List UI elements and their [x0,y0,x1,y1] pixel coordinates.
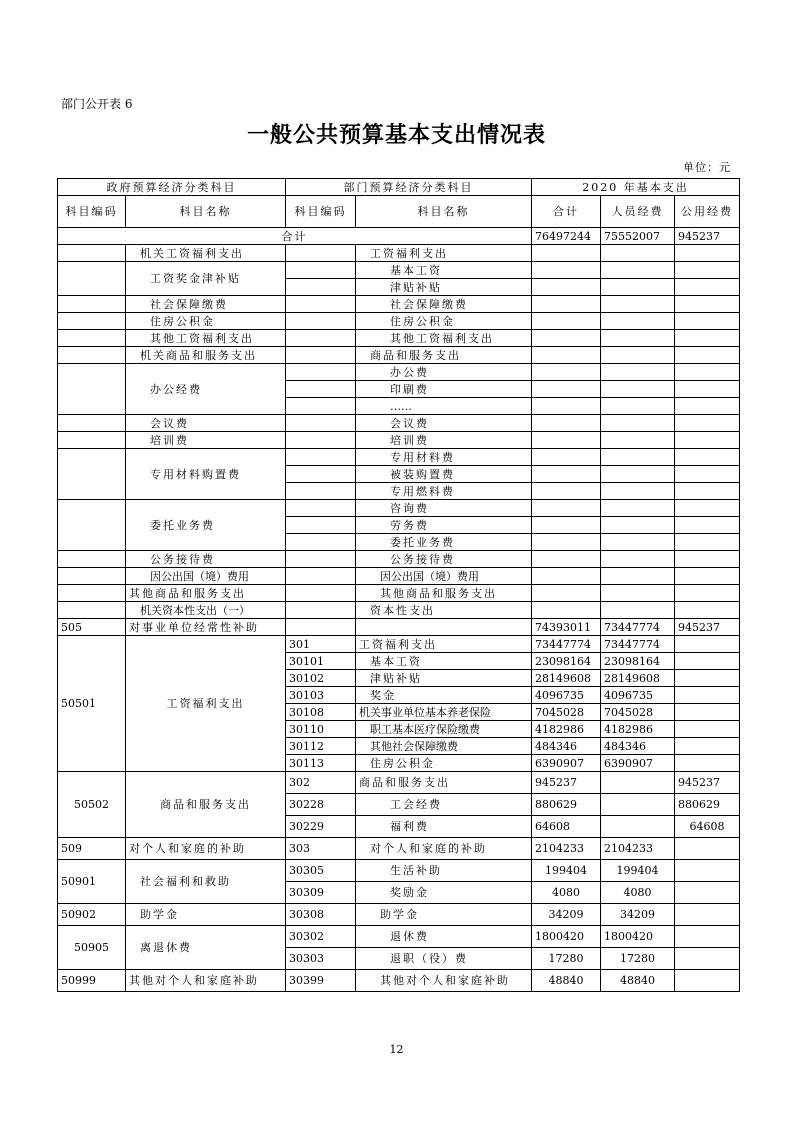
gov-item: 委托业务费 [126,500,286,551]
amount-personnel: 17280 [601,948,675,970]
group-header-row [58,179,740,196]
gov-classification-header: 政府预算经济分类科目 [58,179,286,196]
gov-code: 50902 [58,904,126,926]
gov-code: 50501 [58,636,126,772]
dept-name: 住房公积金 [356,755,532,772]
amount-total: 64608 [532,816,601,838]
dept-item: 公务接待费 [356,551,532,568]
total-public: 945237 [675,228,740,245]
gov-code: 505 [58,619,126,636]
table-row [58,500,740,517]
table-row [58,602,740,619]
amount-personnel: 4182986 [601,721,675,738]
col-header-code2: 科目编码 [286,196,356,228]
table-row [58,296,740,313]
dept-name: 职工基本医疗保险缴费 [356,721,532,738]
table-row [58,449,740,466]
amount-total: 23098164 [532,653,601,670]
table-row [58,970,740,992]
col-header-public: 公用经费 [675,196,740,228]
dept-code: 30305 [286,860,356,882]
dept-item: 因公出国（境）费用 [356,568,532,585]
dept-name: 退休费 [356,926,532,948]
dept-code: 30108 [286,704,356,721]
dept-code: 30113 [286,755,356,772]
unit-label: 单位：元 [683,161,731,174]
amount-personnel: 4080 [601,882,675,904]
gov-item: 机关工资福利支出 [126,245,286,262]
amount-public: 945237 [675,772,740,794]
amount-total: 2104233 [532,838,601,860]
table-row [58,262,740,279]
amount-personnel: 23098164 [601,653,675,670]
dept-item: 住房公积金 [356,313,532,330]
gov-item: 会议费 [126,415,286,432]
gov-name: 社会福利和救助 [126,860,286,904]
dept-code: 30308 [286,904,356,926]
dept-item: 办公费 [356,364,532,381]
dept-item: 基本工资 [356,262,532,279]
dept-name: 商品和服务支出 [356,772,532,794]
amount-total: 74393011 [532,619,601,636]
dept-item: 咨询费 [356,500,532,517]
amount-total: 484346 [532,738,601,755]
dept-name: 对个人和家庭的补助 [356,838,532,860]
gov-code: 50999 [58,970,126,992]
amount-personnel: 4096735 [601,687,675,704]
gov-code: 509 [58,838,126,860]
dept-item: 劳务费 [356,517,532,534]
dept-item: 其他工资福利支出 [356,330,532,347]
dept-name: 工资福利支出 [356,636,532,653]
dept-item: 印刷费 [356,381,532,398]
gov-item: 培训费 [126,432,286,449]
gov-code: 50905 [58,926,126,970]
gov-item: 其他工资福利支出 [126,330,286,347]
amount-personnel: 28149608 [601,670,675,687]
gov-item: 社会保障缴费 [126,296,286,313]
col-header-personnel: 人员经费 [601,196,675,228]
amount-personnel: 199404 [601,860,675,882]
table-row [58,585,740,602]
dept-name: 奖励金 [356,882,532,904]
dept-name: 奖金 [356,687,532,704]
dept-code: 30228 [286,794,356,816]
dept-name: 基本工资 [356,653,532,670]
gov-name: 商品和服务支出 [126,772,286,838]
dept-item: 商品和服务支出 [356,347,532,364]
table-row [58,364,740,381]
year-basic-expenditure-header: 2020 年基本支出 [532,179,740,196]
total-amount: 76497244 [532,228,601,245]
amount-total: 1800420 [532,926,601,948]
amount-personnel: 34209 [601,904,675,926]
amount-total: 7045028 [532,704,601,721]
dept-item: 专用材料费 [356,449,532,466]
table-row [58,860,740,882]
dept-code: 30103 [286,687,356,704]
dept-name: 生活补助 [356,860,532,882]
gov-item: 因公出国（境）费用 [126,568,286,585]
amount-total: 880629 [532,794,601,816]
amount-total: 945237 [532,772,601,794]
col-header-code: 科目编码 [58,196,126,228]
amount-total: 73447774 [532,636,601,653]
amount-public: 880629 [675,794,740,816]
amount-total: 17280 [532,948,601,970]
gov-item: 其他商品和服务支出 [126,585,286,602]
gov-name: 助学金 [126,904,286,926]
dept-code: 30303 [286,948,356,970]
dept-code: 303 [286,838,356,860]
gov-item: 机关商品和服务支出 [126,347,286,364]
amount-personnel: 73447774 [601,619,675,636]
amount-total: 28149608 [532,670,601,687]
dept-code: 30110 [286,721,356,738]
gov-name: 对个人和家庭的补助 [126,838,286,860]
gov-code: 50502 [58,772,126,838]
table-row [58,636,740,653]
table-row [58,568,740,585]
table-row [58,347,740,364]
gov-item: 办公经费 [126,364,286,415]
amount-public: 64608 [675,816,740,838]
dept-code: 301 [286,636,356,653]
amount-total: 199404 [532,860,601,882]
dept-item: 专用燃料费 [356,483,532,500]
page-title: 一般公共预算基本支出情况表 [246,122,546,148]
gov-item: 机关资本性支出（一） [126,602,286,619]
gov-item: 工资奖金津补贴 [126,262,286,296]
total-personnel: 75552007 [601,228,675,245]
gov-name: 对事业单位经常性补助 [126,619,286,636]
amount-total: 34209 [532,904,601,926]
table-row [58,619,740,636]
table-row [58,838,740,860]
table-row [58,432,740,449]
amount-total: 48840 [532,970,601,992]
dept-name: 助学金 [356,904,532,926]
table-row [58,926,740,948]
dept-code: 30309 [286,882,356,904]
dept-name: 工会经费 [356,794,532,816]
amount-personnel: 1800420 [601,926,675,948]
budget-table [57,178,740,992]
column-header-row [58,196,740,228]
gov-code: 50901 [58,860,126,904]
dept-name: 机关事业单位基本养老保险 [356,704,532,721]
col-header-name: 科目名称 [126,196,286,228]
dept-item: 社会保障缴费 [356,296,532,313]
dept-code: 30229 [286,816,356,838]
dept-classification-header: 部门预算经济分类科目 [286,179,532,196]
table-number-note: 部门公开表 6 [61,97,133,111]
gov-name: 离退休费 [126,926,286,970]
table-row [58,313,740,330]
dept-code: 30302 [286,926,356,948]
dept-name: 津贴补贴 [356,670,532,687]
dept-item: 津贴补贴 [356,279,532,296]
amount-public: 945237 [675,619,740,636]
amount-total: 6390907 [532,755,601,772]
dept-item: 资本性支出 [356,602,532,619]
dept-item: 会议费 [356,415,532,432]
gov-item: 住房公积金 [126,313,286,330]
dept-code: 30102 [286,670,356,687]
gov-item: 专用材料购置费 [126,449,286,500]
amount-personnel: 2104233 [601,838,675,860]
dept-item: 委托业务费 [356,534,532,551]
amount-personnel: 484346 [601,738,675,755]
col-header-name2: 科目名称 [356,196,532,228]
amount-total: 4182986 [532,721,601,738]
col-header-total: 合计 [532,196,601,228]
dept-item-ellipsis: …… [356,398,532,415]
dept-code: 30112 [286,738,356,755]
table-row [58,330,740,347]
total-label: 合计 [58,228,532,245]
table-row [58,772,740,794]
table-row [58,245,740,262]
dept-name: 其他对个人和家庭补助 [356,970,532,992]
dept-item: 其他商品和服务支出 [356,585,532,602]
dept-item: 培训费 [356,432,532,449]
dept-code: 302 [286,772,356,794]
gov-name: 工资福利支出 [126,636,286,772]
dept-name: 其他社会保障缴费 [356,738,532,755]
table-row [58,415,740,432]
amount-personnel: 7045028 [601,704,675,721]
gov-name: 其他对个人和家庭补助 [126,970,286,992]
table-row [58,551,740,568]
dept-code: 30101 [286,653,356,670]
gov-item: 公务接待费 [126,551,286,568]
page-number: 12 [389,1043,404,1056]
amount-personnel: 73447774 [601,636,675,653]
dept-code: 30399 [286,970,356,992]
amount-total: 4080 [532,882,601,904]
amount-personnel: 6390907 [601,755,675,772]
total-row [58,228,740,245]
dept-name: 福利费 [356,816,532,838]
amount-total: 4096735 [532,687,601,704]
amount-personnel: 48840 [601,970,675,992]
table-row [58,904,740,926]
dept-item: 被装购置费 [356,466,532,483]
dept-name: 退职（役）费 [356,948,532,970]
dept-item: 工资福利支出 [356,245,532,262]
